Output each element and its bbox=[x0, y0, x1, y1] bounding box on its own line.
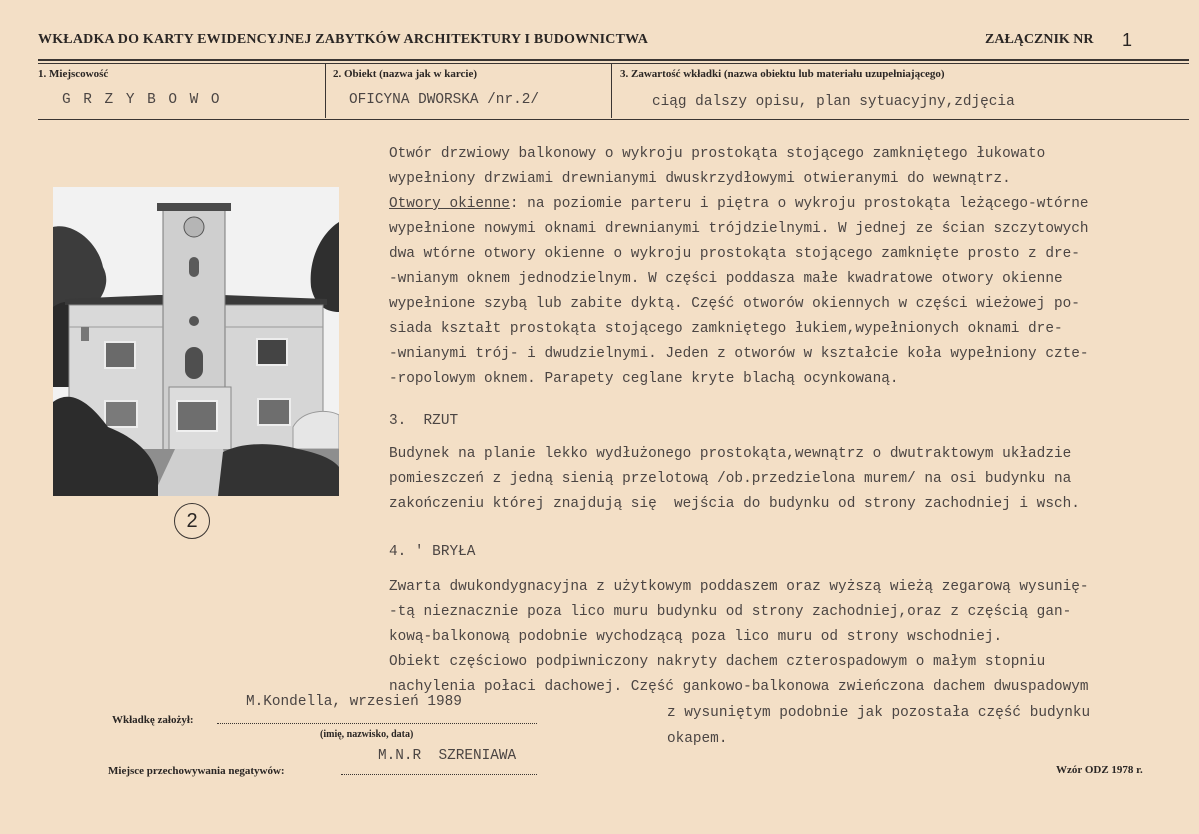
section-4-line: Obiekt częściowo podpiwniczony nakryty dachem czterospadowym o małym stopniu bbox=[389, 654, 1046, 670]
field-divider bbox=[325, 64, 326, 118]
object-value: OFICYNA DWORSKA /nr.2/ bbox=[349, 92, 539, 108]
para-2-line: dwa wtórne otwory okienne o wykroju prostokąta stojącego zamknięte prosto z dre- bbox=[389, 246, 1080, 262]
para-2-line: siada kształt prostokąta stojącego zamkniętego łukiem,wypełnionych oknami dre- bbox=[389, 321, 1063, 337]
section-4-line: -tą nieznacznie poza lico muru budynku od strony zachodniej,oraz z częścią gan- bbox=[389, 604, 1072, 620]
section-4-line: z wysuniętym podobnie jak pozostała część budynku bbox=[667, 705, 1091, 721]
storage-dotted-line bbox=[341, 774, 537, 775]
para-2-line: -wnianym oknem jednodzielnym. W części poddasza małe kwadratowe otwory okienne bbox=[389, 271, 1063, 287]
author-dotted-line bbox=[217, 723, 537, 724]
para-2-line: -wnianymi trój- i dwudzielnymi. Jeden z otworów w kształcie koła wypełniony czte- bbox=[389, 346, 1089, 362]
section-4-line: nachylenia połaci dachowej. Część gankowo-balkonowa zwieńczona dachem dwuspadowym bbox=[389, 679, 1089, 695]
section-4-line: Zwarta dwukondygnacyjna z użytkowym poddaszem oraz wyższą wieżą zegarową wysunię- bbox=[389, 579, 1089, 595]
author-hint: (imię, nazwisko, data) bbox=[320, 729, 414, 740]
form-version-label: Wzór ODZ 1978 r. bbox=[1056, 764, 1143, 776]
storage-value: M.N.R SZRENIAWA bbox=[378, 748, 517, 764]
header-rule bbox=[38, 59, 1189, 61]
para-2-line: -ropolowym oknem. Parapety ceglane kryte blachą ocynkowaną. bbox=[389, 371, 899, 387]
annex-number: 1 bbox=[1122, 30, 1133, 50]
author-value: M.Kondella, wrzesień 1989 bbox=[246, 694, 462, 710]
section-4-heading: 4. ' BRYŁA bbox=[389, 544, 476, 560]
header-rule-thin bbox=[38, 63, 1189, 64]
storage-label: Miejsce przechowywania negatywów: bbox=[108, 765, 285, 777]
windows-first-line-text: : na poziomie parteru i piętra o wykroju prostokąta leżącego-wtórne bbox=[509, 196, 1089, 212]
author-label: Wkładkę założył: bbox=[112, 714, 194, 726]
para-1-line-1: Otwór drzwiowy balkonowy o wykroju prostokąta stojącego zamkniętego łukowato bbox=[389, 146, 1046, 162]
windows-subheading: Otwory okienne bbox=[389, 196, 510, 212]
section-4-line: okapem. bbox=[667, 731, 728, 747]
section-4-line: kową-balkonową podobnie wychodzącą poza lico muru od strony wschodniej. bbox=[389, 629, 1003, 645]
content-label: 3. Zawartość wkładki (nazwa obiektu lub materiału uzupełniającego) bbox=[620, 68, 945, 80]
building-photograph bbox=[53, 187, 339, 496]
para-1-line-2: wypełniony drzwiami drewnianymi dwuskrzydłowymi otwieranymi do wewnątrz. bbox=[389, 171, 1011, 187]
section-3-heading: 3. RZUT bbox=[389, 413, 459, 429]
content-value: ciąg dalszy opisu, plan sytuacyjny,zdjęcia bbox=[652, 94, 1015, 110]
locality-value: G R Z Y B O W O bbox=[62, 92, 222, 108]
fields-bottom-rule bbox=[38, 119, 1189, 120]
annex-label: ZAŁĄCZNIK NR bbox=[985, 32, 1094, 47]
section-3-line: zakończeniu której znajdują się wejścia do budynku od strony zachodniej i wsch. bbox=[389, 496, 1080, 512]
para-2-line-1 bbox=[389, 196, 1089, 212]
field-divider bbox=[611, 64, 612, 118]
section-3-line: pomieszczeń z jedną sienią przelotową /ob.przedzielona murem/ na osi budynku na bbox=[389, 471, 1072, 487]
photo-number-badge: 2 bbox=[174, 503, 210, 539]
para-2-line: wypełnione nowymi oknami drewnianymi trójdzielnymi. W jednej ze ścian szczytowych bbox=[389, 221, 1089, 237]
section-3-line: Budynek na planie lekko wydłużonego prostokąta,wewnątrz o dwutraktowym układzie bbox=[389, 446, 1072, 462]
object-label: 2. Obiekt (nazwa jak w karcie) bbox=[333, 68, 478, 80]
locality-label: 1. Miejscowość bbox=[38, 68, 109, 80]
para-2-line: wypełnione szybą lub zabite dyktą. Część otworów okiennych w części wieżowej po- bbox=[389, 296, 1080, 312]
form-title: WKŁADKA DO KARTY EWIDENCYJNEJ ZABYTKÓW ARCHITEKTURY I BUDOWNICTWA bbox=[38, 32, 649, 47]
